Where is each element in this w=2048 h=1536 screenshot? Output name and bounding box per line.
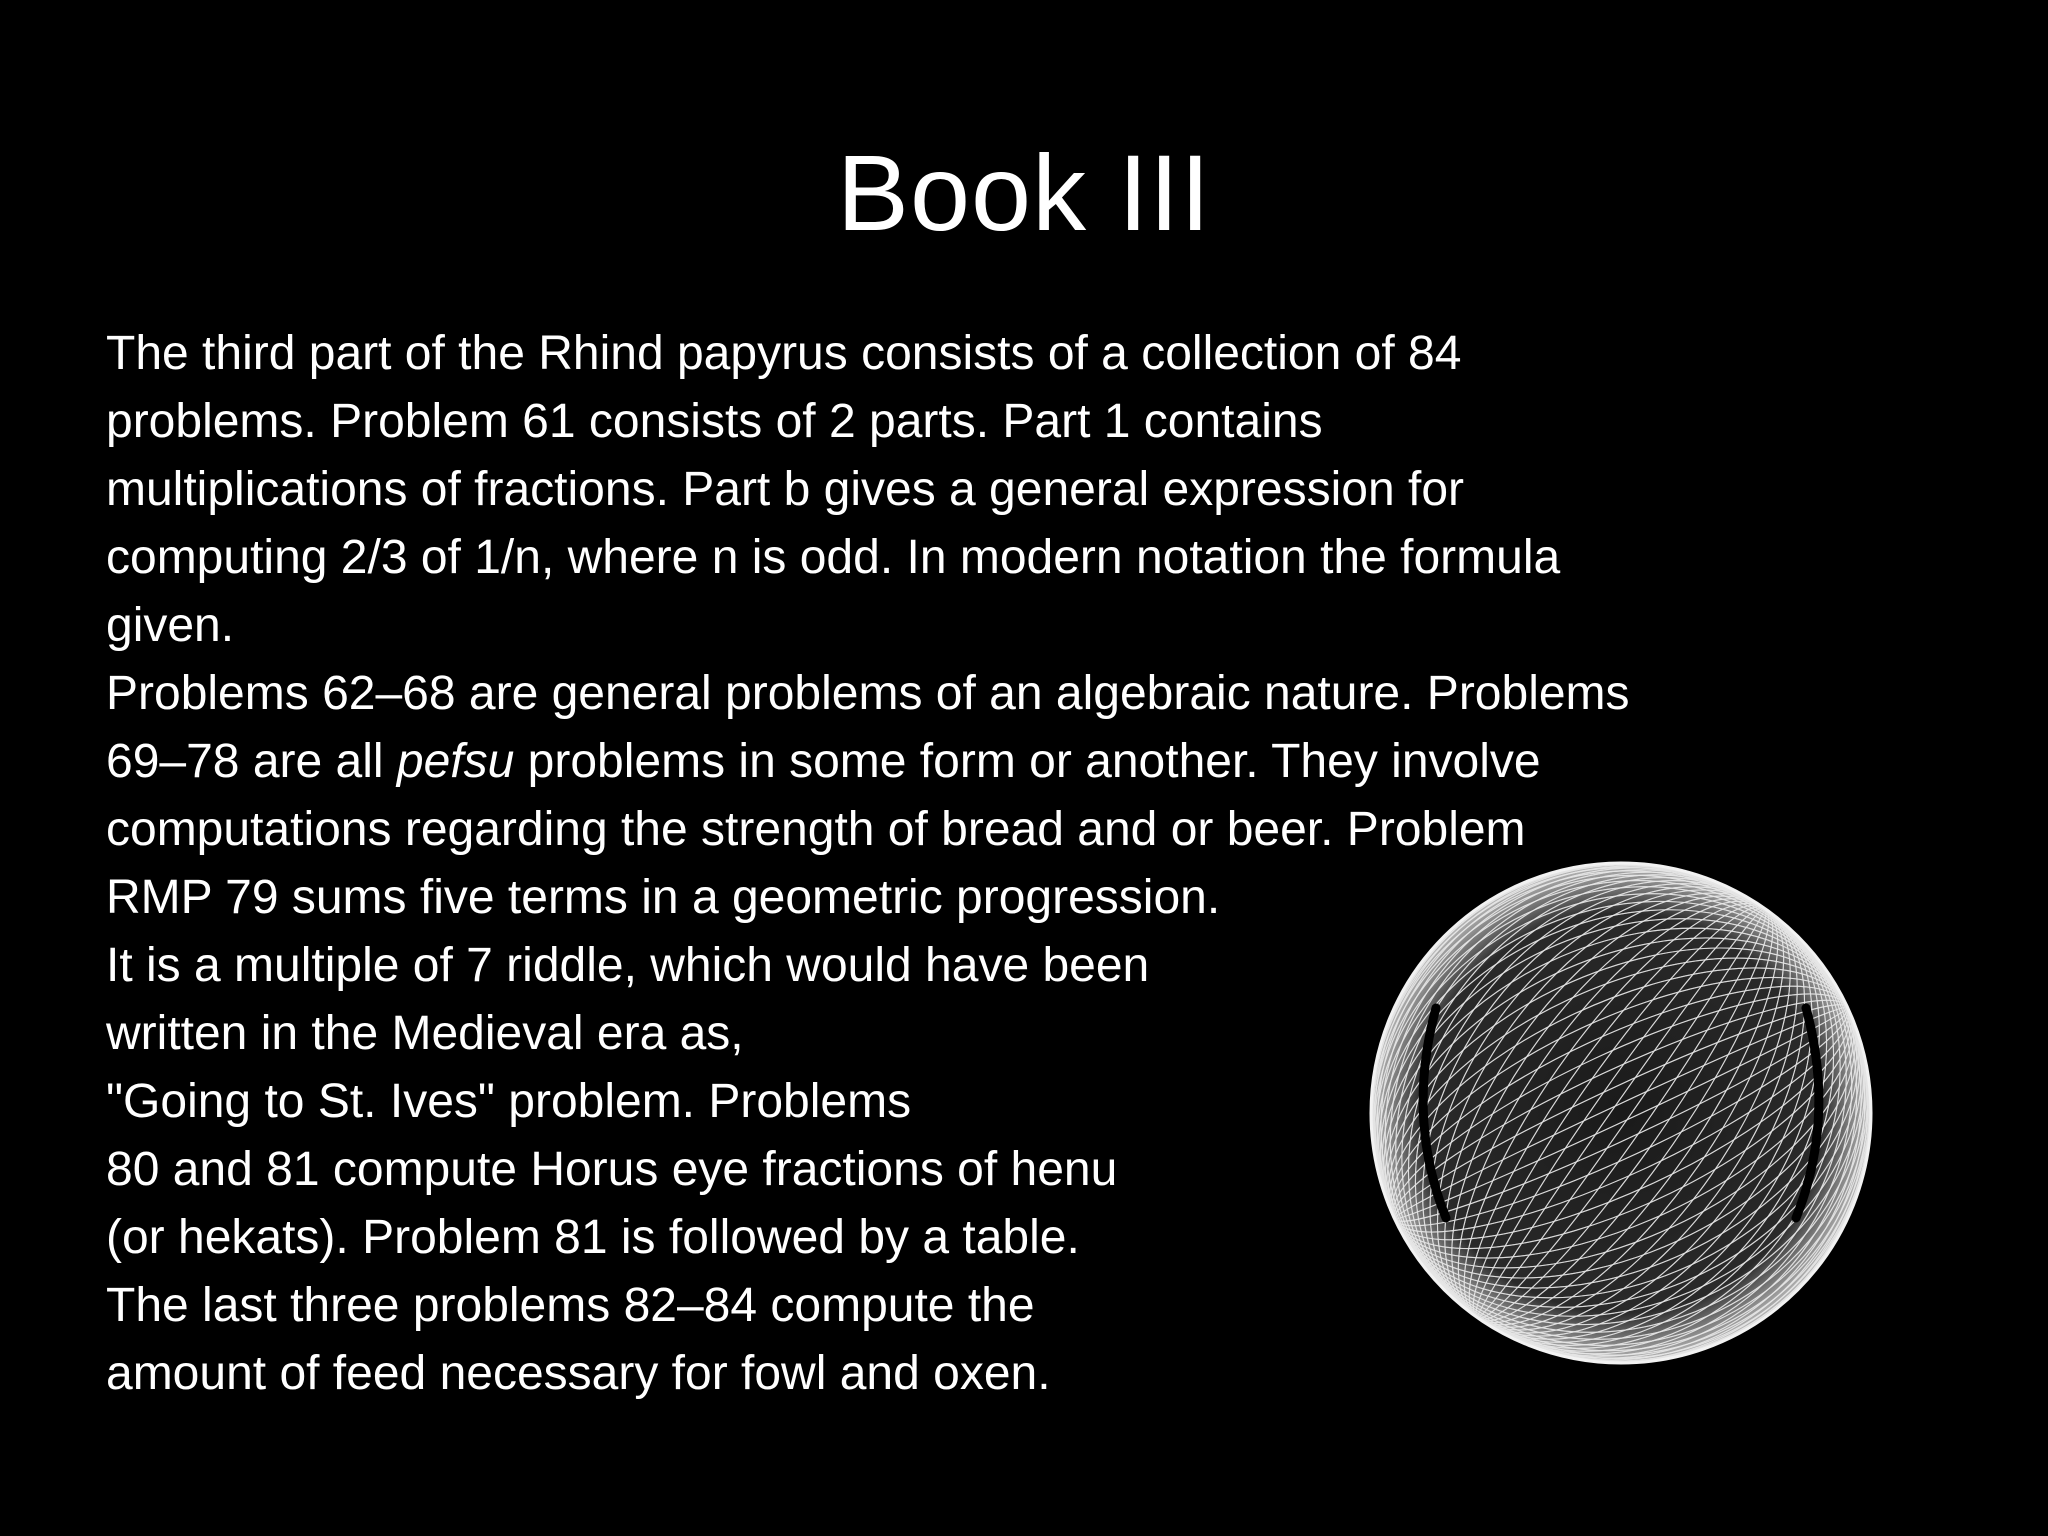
body-line-start: 69–78 are all — [106, 735, 397, 788]
body-line — [106, 728, 1806, 796]
body-line: written in the Medieval era as, — [106, 1007, 744, 1060]
body-line: computing 2/3 of 1/n, where n is odd. In modern notation the formula — [106, 531, 1561, 584]
pefsu-term: pefsu — [396, 735, 515, 788]
wireframe-sphere-icon — [1366, 858, 1876, 1368]
body-line: The third part of the Rhind papyrus consists of a collection of 84 — [106, 327, 1462, 380]
body-line: It is a multiple of 7 riddle, which would have been — [106, 939, 1150, 992]
body-line: computations regarding the strength of bread and or beer. Problem — [106, 803, 1526, 856]
body-line-end: problems in some form or another. They involve — [514, 735, 1541, 788]
body-line: (or hekats). Problem 81 is followed by a table. — [106, 1211, 1080, 1264]
body-line: 80 and 81 compute Horus eye fractions of henu — [106, 1143, 1118, 1196]
body-line: amount of feed necessary for fowl and oxen. — [106, 1347, 1051, 1400]
body-line: Problems 62–68 are general problems of an algebraic nature. Problems — [106, 667, 1630, 720]
body-line: The last three problems 82–84 compute the — [106, 1279, 1035, 1332]
body-line: "Going to St. Ives" problem. Problems — [106, 1075, 912, 1128]
body-line: RMP 79 sums five terms in a geometric progression. — [106, 871, 1221, 924]
slide-title: Book III — [836, 132, 1212, 253]
body-line: problems. Problem 61 consists of 2 parts. Part 1 contains — [106, 395, 1323, 448]
body-line: given. — [106, 599, 235, 652]
body-line: multiplications of fractions. Part b gives a general expression for — [106, 463, 1464, 516]
